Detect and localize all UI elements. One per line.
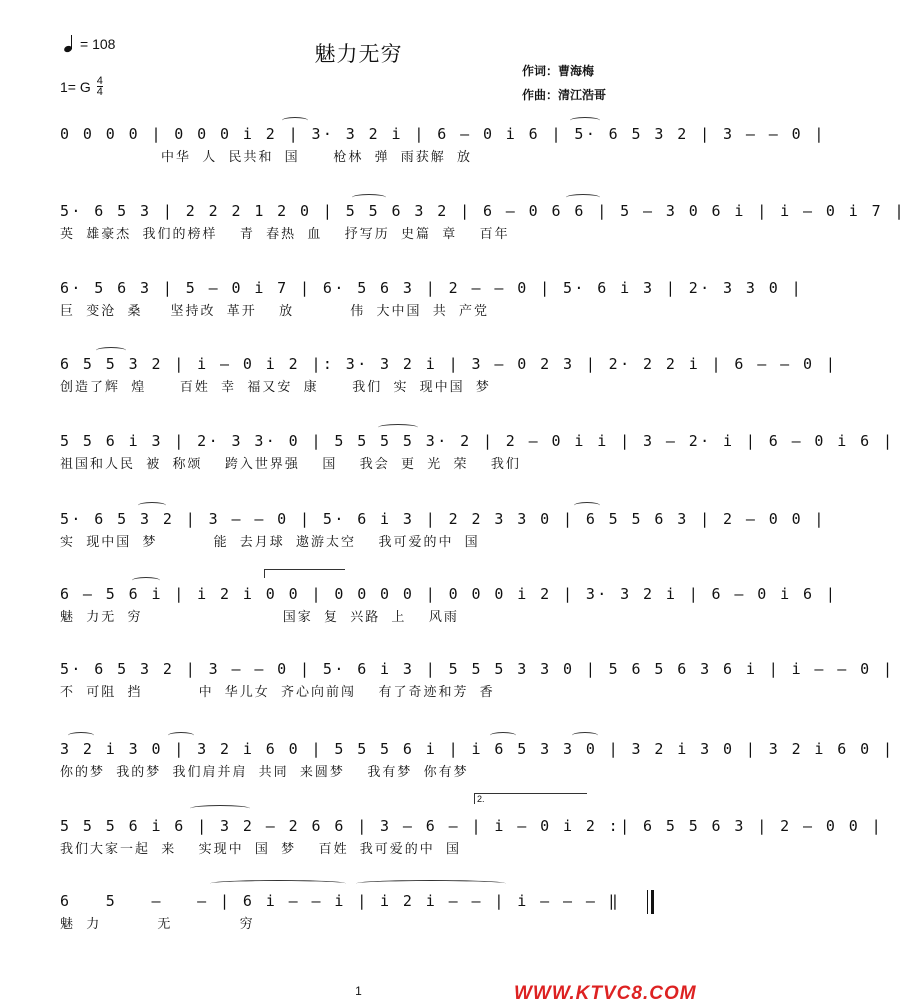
lyrics-line-10: 我们大家一起 来 实现中 国 梦 百姓 我可爱的中 国: [60, 841, 462, 856]
final-barline-thin: [647, 890, 648, 914]
final-barline-thick: [651, 890, 654, 914]
lyrics-line-9: 你的梦 我的梦 我们肩并肩 共同 来圆梦 我有梦 你有梦: [60, 764, 469, 779]
notes-line-7: 6 – 5 6 i | i 2 i 0 0 | 0 0 0 0 | 0 0 0 i 2 | 3· 3 2 i | 6 – 0 i 6 |: [60, 585, 838, 603]
lyrics-line-8: 不 可阻 挡 中 华儿女 齐心向前闯 有了奇迹和芳 香: [60, 684, 495, 699]
lyrics-line-11: 魅 力 无 穷: [60, 916, 255, 931]
lyrics-line-3: 巨 变沧 桑 坚持改 革开 放 伟 大中国 共 产党: [60, 303, 489, 318]
lyrics-line-1: 中华 人 民共和 国 枪林 弹 雨获解 放: [60, 149, 473, 164]
lyrics-line-7: 魅 力无 穷 国家 复 兴路 上 风雨: [60, 609, 459, 624]
time-signature-top: 4: [96, 75, 103, 87]
notes-line-2: 5· 6 5 3 | 2 2 2 1 2 0 | 5 5 6 3 2 | 6 – 0 6 6 | 5 – 3 0 6 i | i – 0 i 7 |: [60, 202, 906, 220]
notes-line-4: 6 5 5 3 2 | i – 0 i 2 |: 3· 3 2 i | 3 – 0 2 3 | 2· 2 2 i | 6 – – 0 |: [60, 355, 838, 373]
site-watermark: WWW.KTVC8.COM: [514, 983, 697, 1004]
page-number: 1: [355, 984, 362, 998]
notes-line-6: 5· 6 5 3 2 | 3 – – 0 | 5· 6 i 3 | 2 2 3 3 0 | 6 5 5 6 3 | 2 – 0 0 |: [60, 510, 826, 528]
lyrics-line-2: 英 雄豪杰 我们的榜样 青 春热 血 抒写历 史篇 章 百年: [60, 226, 510, 241]
notes-line-9: 3 2 i 3 0 | 3 2 i 6 0 | 5 5 5 6 i | i 6 5 3 3 0 | 3 2 i 3 0 | 3 2 i 6 0 |: [60, 740, 895, 758]
quarter-note-icon: [64, 36, 74, 52]
tempo-marking: [64, 36, 115, 52]
notes-line-3: 6· 5 6 3 | 5 – 0 i 7 | 6· 5 6 3 | 2 – – 0 | 5· 6 i 3 | 2· 3 3 0 |: [60, 279, 803, 297]
lyrics-line-4: 创造了辉 煌 百姓 幸 福又安 康 我们 实 现中国 梦: [60, 379, 491, 394]
song-title: 魅力无穷: [314, 43, 403, 66]
key-signature: [60, 76, 103, 97]
lyricist-credit: 作词：曹海梅: [522, 64, 595, 78]
time-signature: [97, 76, 103, 97]
notes-line-5: 5 5 6 i 3 | 2· 3 3· 0 | 5 5 5 5 3· 2 | 2 – 0 i i | 3 – 2· i | 6 – 0 i 6 |: [60, 432, 895, 450]
notes-line-1: 0 0 0 0 | 0 0 0 i 2 | 3· 3 2 i | 6 – 0 i 6 | 5· 6 5 3 2 | 3 – – 0 |: [60, 125, 826, 143]
composer-credit: 作曲：清江浩哥: [522, 88, 607, 102]
lyrics-line-6: 实 现中国 梦 能 去月球 遨游太空 我可爱的中 国: [60, 534, 480, 549]
notes-line-10: 5 5 5 6 i 6 | 3 2 – 2 6 6 | 3 – 6 – | i – 0 i 2 :| 6 5 5 6 3 | 2 – 0 0 |: [60, 817, 884, 835]
notes-line-8: 5· 6 5 3 2 | 3 – – 0 | 5· 6 i 3 | 5 5 5 3 3 0 | 5 6 5 6 3 6 i | i – – 0 |: [60, 660, 895, 678]
lyrics-line-5: 祖国和人民 被 称颂 跨入世界强 国 我会 更 光 荣 我们: [60, 456, 521, 471]
time-signature-bottom: 4: [96, 86, 103, 98]
tempo-value: = 108: [80, 36, 116, 52]
notes-line-11: 6 5 – – | 6 i – – i | i 2 i – – | i – – – ‖: [60, 892, 621, 910]
second-ending-volta: 2.: [474, 793, 587, 804]
key-label: 1= G: [60, 78, 91, 95]
